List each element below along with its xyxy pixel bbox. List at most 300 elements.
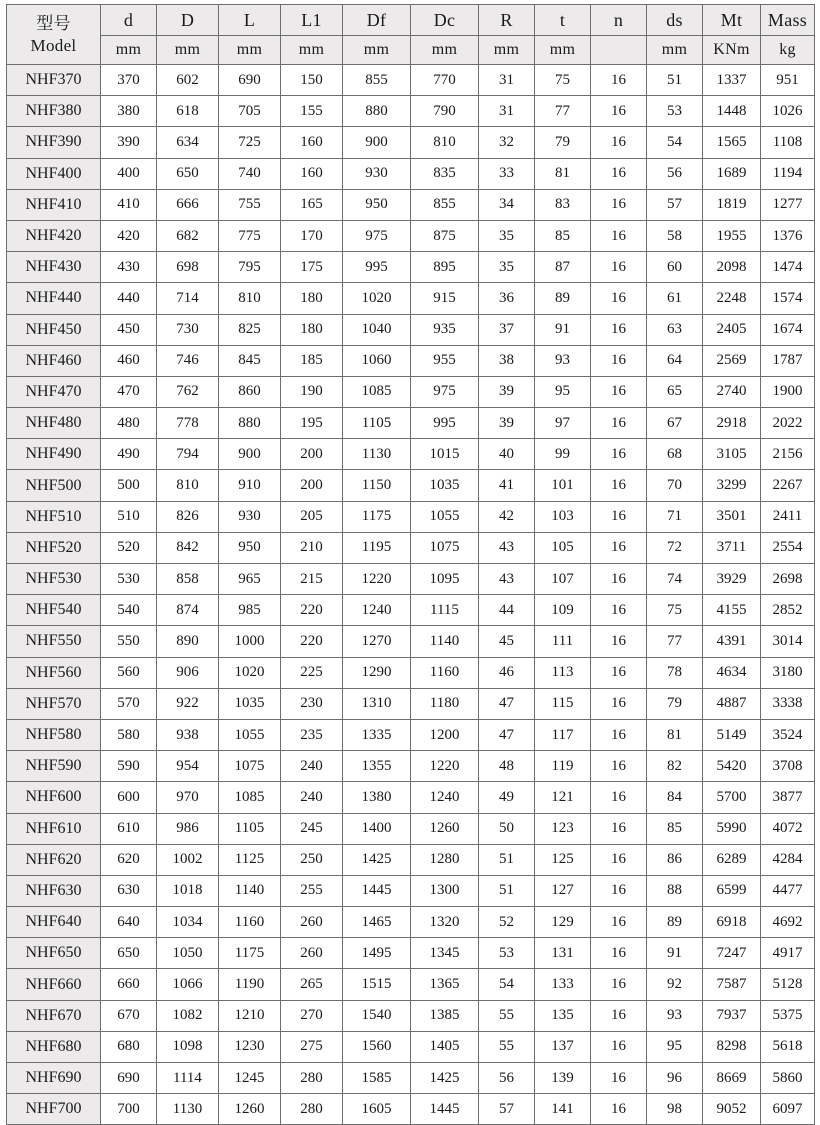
cell-L1: 240 [281,782,343,813]
cell-ds: 82 [647,751,703,782]
cell-Mass: 1026 [761,96,815,127]
cell-d: 560 [101,657,157,688]
cell-d: 460 [101,345,157,376]
cell-ds: 70 [647,470,703,501]
cell-R: 50 [479,813,535,844]
cell-Dc: 810 [411,127,479,158]
cell-ds: 77 [647,626,703,657]
cell-L: 825 [219,314,281,345]
cell-t: 113 [535,657,591,688]
cell-Mass: 5618 [761,1031,815,1062]
cell-Mass: 4072 [761,813,815,844]
cell-ds: 81 [647,719,703,750]
cell-d: 580 [101,719,157,750]
cell-L1: 260 [281,938,343,969]
column-header-R: R [479,5,535,36]
cell-R: 41 [479,470,535,501]
cell-model: NHF680 [7,1031,101,1062]
cell-d: 520 [101,532,157,563]
table-row [7,470,815,501]
cell-model: NHF660 [7,969,101,1000]
cell-n: 16 [591,875,647,906]
cell-Mass: 2554 [761,532,815,563]
cell-model: NHF480 [7,408,101,439]
cell-t: 121 [535,782,591,813]
cell-Df: 930 [343,158,411,189]
cell-Mt: 2740 [703,376,761,407]
cell-d: 400 [101,158,157,189]
cell-t: 141 [535,1094,591,1125]
cell-t: 123 [535,813,591,844]
cell-ds: 89 [647,907,703,938]
cell-Df: 1105 [343,408,411,439]
cell-L: 755 [219,189,281,220]
cell-L1: 170 [281,220,343,251]
cell-L: 1075 [219,751,281,782]
cell-Mt: 1448 [703,96,761,127]
cell-t: 125 [535,844,591,875]
cell-n: 16 [591,688,647,719]
cell-t: 107 [535,564,591,595]
cell-t: 139 [535,1063,591,1094]
cell-n: 16 [591,127,647,158]
cell-Dc: 1425 [411,1063,479,1094]
cell-L: 1230 [219,1031,281,1062]
cell-Dc: 855 [411,189,479,220]
cell-Mt: 3299 [703,470,761,501]
cell-d: 470 [101,376,157,407]
cell-Mass: 3877 [761,782,815,813]
cell-R: 40 [479,439,535,470]
cell-Dc: 1140 [411,626,479,657]
cell-Dc: 1445 [411,1094,479,1125]
cell-D: 794 [157,439,219,470]
cell-ds: 91 [647,938,703,969]
cell-n: 16 [591,314,647,345]
cell-D: 1034 [157,907,219,938]
cell-n: 16 [591,782,647,813]
cell-L1: 245 [281,813,343,844]
cell-ds: 67 [647,408,703,439]
cell-ds: 65 [647,376,703,407]
cell-model: NHF630 [7,875,101,906]
cell-d: 530 [101,564,157,595]
cell-D: 986 [157,813,219,844]
cell-Mass: 3338 [761,688,815,719]
cell-Mass: 4284 [761,844,815,875]
column-header-Dc: Dc [411,5,479,36]
cell-Mass: 2411 [761,501,815,532]
cell-D: 1066 [157,969,219,1000]
cell-L: 860 [219,376,281,407]
cell-n: 16 [591,345,647,376]
table-row [7,189,815,220]
cell-R: 35 [479,252,535,283]
cell-Df: 1240 [343,595,411,626]
cell-Mass: 5128 [761,969,815,1000]
cell-d: 650 [101,938,157,969]
cell-Mass: 4692 [761,907,815,938]
cell-Mass: 6097 [761,1094,815,1125]
cell-model: NHF670 [7,1000,101,1031]
cell-Dc: 1220 [411,751,479,782]
cell-L1: 280 [281,1063,343,1094]
cell-R: 48 [479,751,535,782]
cell-n: 16 [591,1094,647,1125]
cell-L: 795 [219,252,281,283]
cell-Mass: 1194 [761,158,815,189]
cell-Mt: 7247 [703,938,761,969]
cell-Mt: 1955 [703,220,761,251]
cell-model: NHF590 [7,751,101,782]
cell-ds: 78 [647,657,703,688]
cell-L: 985 [219,595,281,626]
cell-R: 35 [479,220,535,251]
cell-d: 380 [101,96,157,127]
cell-n: 16 [591,532,647,563]
table-row [7,127,815,158]
cell-D: 826 [157,501,219,532]
cell-Mt: 1337 [703,65,761,96]
cell-Mass: 5375 [761,1000,815,1031]
cell-model: NHF490 [7,439,101,470]
cell-n: 16 [591,470,647,501]
cell-Dc: 1055 [411,501,479,532]
cell-model: NHF390 [7,127,101,158]
cell-ds: 53 [647,96,703,127]
cell-Mt: 5420 [703,751,761,782]
cell-ds: 56 [647,158,703,189]
cell-Df: 1040 [343,314,411,345]
cell-D: 730 [157,314,219,345]
cell-R: 45 [479,626,535,657]
cell-Mt: 4391 [703,626,761,657]
cell-model: NHF560 [7,657,101,688]
cell-D: 634 [157,127,219,158]
cell-Mass: 3014 [761,626,815,657]
cell-t: 101 [535,470,591,501]
cell-Df: 1335 [343,719,411,750]
cell-Mt: 3105 [703,439,761,470]
cell-L1: 165 [281,189,343,220]
cell-L: 900 [219,439,281,470]
column-unit-R: mm [479,36,535,65]
cell-model: NHF580 [7,719,101,750]
table-row [7,907,815,938]
cell-L: 1085 [219,782,281,813]
cell-L: 1125 [219,844,281,875]
cell-model: NHF530 [7,564,101,595]
cell-Dc: 770 [411,65,479,96]
table-row [7,595,815,626]
cell-L: 740 [219,158,281,189]
cell-Df: 1425 [343,844,411,875]
cell-n: 16 [591,626,647,657]
cell-model: NHF700 [7,1094,101,1125]
cell-n: 16 [591,96,647,127]
cell-n: 16 [591,595,647,626]
column-unit-L: mm [219,36,281,65]
table-header [7,5,815,65]
cell-d: 490 [101,439,157,470]
cell-n: 16 [591,408,647,439]
cell-L: 1190 [219,969,281,1000]
cell-ds: 60 [647,252,703,283]
cell-n: 16 [591,376,647,407]
cell-Df: 1270 [343,626,411,657]
cell-L1: 230 [281,688,343,719]
cell-Df: 1175 [343,501,411,532]
column-header-d: d [101,5,157,36]
column-header-D: D [157,5,219,36]
table-row [7,875,815,906]
cell-L: 1160 [219,907,281,938]
cell-L1: 160 [281,127,343,158]
cell-D: 858 [157,564,219,595]
cell-n: 16 [591,158,647,189]
cell-n: 16 [591,220,647,251]
table-row [7,158,815,189]
table-row [7,1000,815,1031]
cell-Mt: 4887 [703,688,761,719]
column-header-L1: L1 [281,5,343,36]
cell-L: 1055 [219,719,281,750]
cell-model: NHF410 [7,189,101,220]
cell-model: NHF520 [7,532,101,563]
cell-Df: 1150 [343,470,411,501]
cell-t: 77 [535,96,591,127]
cell-L1: 220 [281,626,343,657]
cell-t: 87 [535,252,591,283]
cell-d: 630 [101,875,157,906]
cell-Mass: 3524 [761,719,815,750]
cell-model: NHF690 [7,1063,101,1094]
cell-R: 51 [479,875,535,906]
cell-ds: 61 [647,283,703,314]
column-unit-Df: mm [343,36,411,65]
cell-L1: 220 [281,595,343,626]
cell-Mass: 2698 [761,564,815,595]
cell-Df: 1465 [343,907,411,938]
cell-L1: 240 [281,751,343,782]
cell-Mt: 1819 [703,189,761,220]
cell-D: 842 [157,532,219,563]
cell-R: 55 [479,1000,535,1031]
cell-Mt: 1565 [703,127,761,158]
cell-model: NHF440 [7,283,101,314]
cell-model: NHF450 [7,314,101,345]
cell-Mass: 2267 [761,470,815,501]
cell-R: 32 [479,127,535,158]
cell-Mt: 2098 [703,252,761,283]
cell-ds: 63 [647,314,703,345]
cell-D: 618 [157,96,219,127]
column-unit-Dc: mm [411,36,479,65]
column-header-model-cn: 型号 [36,14,71,34]
cell-ds: 64 [647,345,703,376]
cell-Mass: 3708 [761,751,815,782]
cell-model: NHF510 [7,501,101,532]
cell-Mt: 3501 [703,501,761,532]
cell-Mt: 4155 [703,595,761,626]
cell-d: 420 [101,220,157,251]
cell-ds: 75 [647,595,703,626]
cell-ds: 98 [647,1094,703,1125]
cell-D: 1018 [157,875,219,906]
cell-Df: 1585 [343,1063,411,1094]
cell-L1: 200 [281,470,343,501]
cell-n: 16 [591,751,647,782]
cell-n: 16 [591,813,647,844]
cell-Df: 1355 [343,751,411,782]
cell-t: 111 [535,626,591,657]
column-unit-D: mm [157,36,219,65]
cell-n: 16 [591,844,647,875]
cell-Dc: 1015 [411,439,479,470]
cell-n: 16 [591,938,647,969]
cell-t: 103 [535,501,591,532]
cell-R: 53 [479,938,535,969]
cell-model: NHF570 [7,688,101,719]
cell-D: 970 [157,782,219,813]
cell-D: 650 [157,158,219,189]
cell-model: NHF620 [7,844,101,875]
cell-R: 31 [479,65,535,96]
cell-ds: 88 [647,875,703,906]
cell-R: 47 [479,688,535,719]
cell-Mass: 951 [761,65,815,96]
cell-Mt: 6289 [703,844,761,875]
cell-t: 75 [535,65,591,96]
table-body [7,65,815,1125]
cell-d: 430 [101,252,157,283]
cell-L: 775 [219,220,281,251]
cell-R: 52 [479,907,535,938]
cell-D: 666 [157,189,219,220]
cell-Dc: 1405 [411,1031,479,1062]
cell-d: 680 [101,1031,157,1062]
cell-d: 370 [101,65,157,96]
cell-D: 1050 [157,938,219,969]
cell-Dc: 835 [411,158,479,189]
column-unit-ds: mm [647,36,703,65]
cell-Dc: 790 [411,96,479,127]
cell-Df: 950 [343,189,411,220]
cell-n: 16 [591,1063,647,1094]
cell-D: 1114 [157,1063,219,1094]
cell-model: NHF370 [7,65,101,96]
cell-L1: 160 [281,158,343,189]
cell-t: 129 [535,907,591,938]
cell-L: 1210 [219,1000,281,1031]
column-unit-t: mm [535,36,591,65]
cell-Mt: 3711 [703,532,761,563]
cell-Dc: 895 [411,252,479,283]
cell-n: 16 [591,719,647,750]
column-unit-d: mm [101,36,157,65]
cell-D: 762 [157,376,219,407]
cell-n: 16 [591,501,647,532]
cell-D: 954 [157,751,219,782]
cell-Df: 1560 [343,1031,411,1062]
cell-Df: 1400 [343,813,411,844]
cell-Dc: 1115 [411,595,479,626]
cell-D: 938 [157,719,219,750]
table-row [7,439,815,470]
cell-L1: 215 [281,564,343,595]
cell-L1: 155 [281,96,343,127]
cell-d: 550 [101,626,157,657]
column-header-n: n [591,5,647,36]
cell-ds: 54 [647,127,703,158]
cell-Df: 1060 [343,345,411,376]
column-unit-Mass: kg [761,36,815,65]
cell-Df: 1130 [343,439,411,470]
cell-Mass: 5860 [761,1063,815,1094]
cell-Mt: 1689 [703,158,761,189]
table-row [7,532,815,563]
cell-d: 640 [101,907,157,938]
cell-L1: 205 [281,501,343,532]
cell-n: 16 [591,1031,647,1062]
cell-t: 95 [535,376,591,407]
cell-t: 81 [535,158,591,189]
cell-Mass: 1277 [761,189,815,220]
cell-model: NHF650 [7,938,101,969]
cell-t: 85 [535,220,591,251]
table-row [7,1094,815,1125]
cell-L1: 255 [281,875,343,906]
table-row [7,626,815,657]
cell-d: 480 [101,408,157,439]
cell-Mass: 1574 [761,283,815,314]
cell-d: 390 [101,127,157,158]
cell-Dc: 1075 [411,532,479,563]
cell-model: NHF600 [7,782,101,813]
cell-Mt: 6599 [703,875,761,906]
cell-D: 778 [157,408,219,439]
cell-L: 1035 [219,688,281,719]
cell-t: 119 [535,751,591,782]
cell-L1: 190 [281,376,343,407]
cell-model: NHF610 [7,813,101,844]
cell-Dc: 875 [411,220,479,251]
cell-Mt: 2248 [703,283,761,314]
cell-Dc: 1345 [411,938,479,969]
cell-d: 620 [101,844,157,875]
cell-t: 137 [535,1031,591,1062]
cell-R: 49 [479,782,535,813]
cell-Df: 1380 [343,782,411,813]
cell-model: NHF400 [7,158,101,189]
cell-Mt: 8298 [703,1031,761,1062]
table-row [7,501,815,532]
table-row [7,345,815,376]
cell-L: 810 [219,283,281,314]
cell-t: 133 [535,969,591,1000]
cell-Mass: 4917 [761,938,815,969]
cell-R: 57 [479,1094,535,1125]
cell-D: 922 [157,688,219,719]
cell-D: 682 [157,220,219,251]
table-row [7,844,815,875]
cell-Df: 1020 [343,283,411,314]
cell-Df: 900 [343,127,411,158]
cell-d: 500 [101,470,157,501]
cell-ds: 74 [647,564,703,595]
cell-n: 16 [591,1000,647,1031]
cell-n: 16 [591,189,647,220]
